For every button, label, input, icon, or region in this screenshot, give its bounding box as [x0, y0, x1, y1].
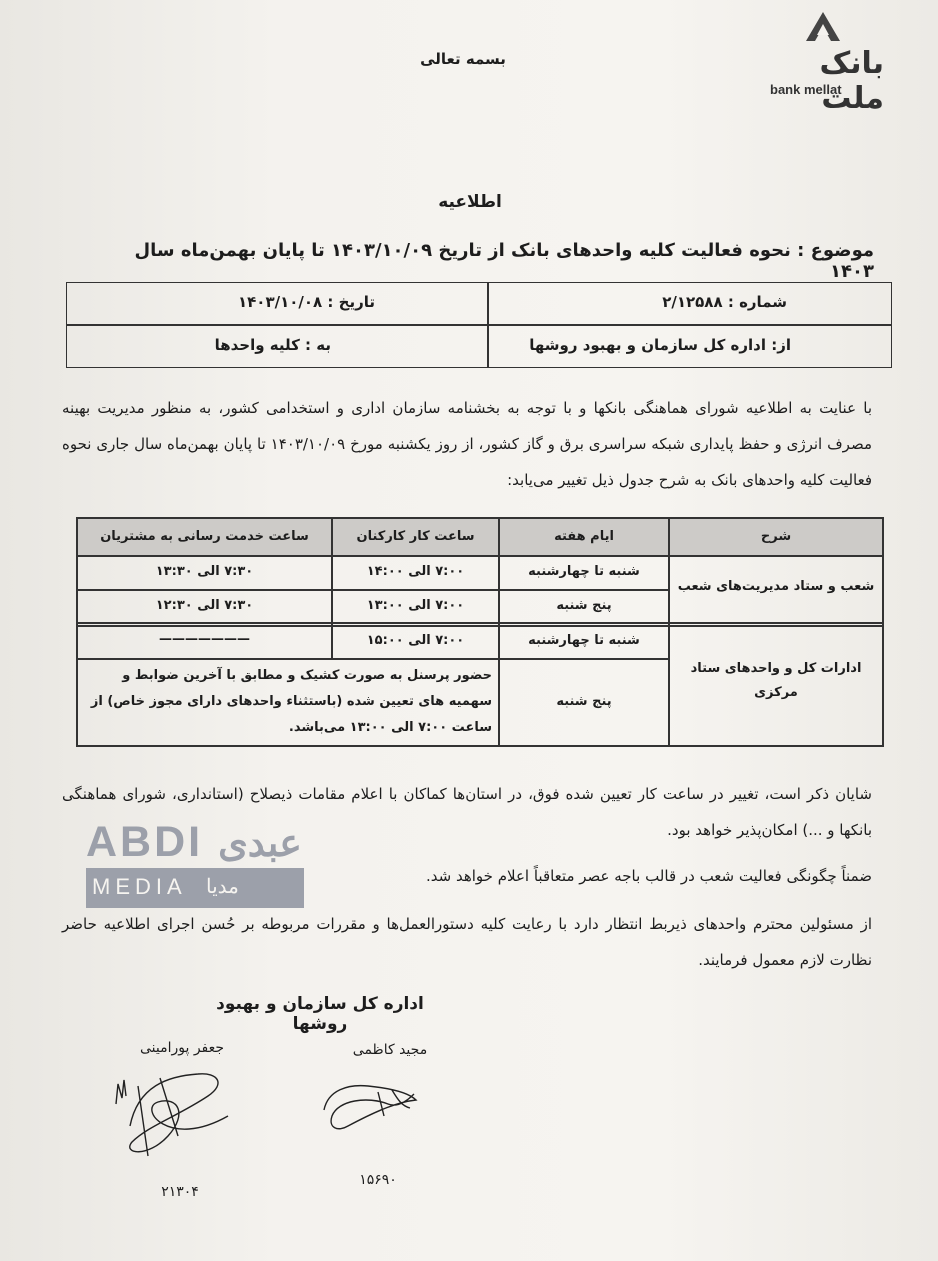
intro-paragraph: با عنایت به اطلاعیه شورای هماهنگی بانکها و با توجه به بخشنامه سازمان اداری و استخدامی کشور، به منظور مدیریت بهینه مصرف انرژی و حفظ پایداری شبکه سراسری برق و گاز کشور، از روز یکشنبه مورخ ۱۴۰۳/۱۰/۰۹ تا پایان بهمن‌ماه سال جاری نحوه فعالیت کلیه واحدهای بانک به شرح جدول ذیل تغییر می‌یابد: — [62, 399, 872, 489]
signature-right — [318, 1070, 428, 1140]
basmala: بسمه تعالی — [420, 50, 506, 68]
table-cell-days: شنبه تا چهارشنبه — [528, 564, 640, 579]
col-header-description: شرح — [760, 529, 792, 544]
central-thursday-note: حضور پرسنل به صورت کشیک و مطابق با آخرین ضوابط و سهمیه های تعیین شده (باستثناء واحدهای دارای مجوز خاص) از ساعت ۷:۰۰ الی ۱۳:۰۰ می‌باشد. — [90, 668, 492, 735]
col-header-staff-hours: ساعت کار کارکنان — [356, 529, 475, 544]
table-cell-days: پنج شنبه — [556, 598, 612, 613]
watermark-bottom-band — [86, 868, 304, 908]
signer-left-name: جعفر پورامینی — [139, 1040, 225, 1056]
watermark-latin-top: ABDI — [86, 818, 204, 866]
bank-name-fa: بانک ملت — [819, 46, 884, 116]
row-label-central: ادارات کل و واحدهای ستاد مرکزی — [690, 661, 862, 700]
table-cell-customer-hours: ——————— — [159, 632, 250, 647]
signer-right-code: ۱۵۶۹۰ — [359, 1172, 397, 1188]
letter-date: تاریخ : ۱۴۰۳/۱۰/۰۸ — [238, 293, 375, 311]
bank-logo — [752, 10, 892, 116]
table-cell-staff-hours: ۷:۰۰ الی ۱۵:۰۰ — [366, 633, 465, 648]
col-header-days: ایام هفته — [554, 529, 614, 544]
bank-mellat-emblem-icon — [802, 10, 844, 46]
paragraph-provincial-note: شایان ذکر است، تغییر در ساعت کار تعیین شده فوق، در استان‌ها کماکان با اعلام مقامات ذیصلاح (استانداری، شورای هماهنگی بانکها و ...) امکان‌پذیر خواهد بود. — [62, 785, 872, 839]
watermark-persian-top: عبدی — [218, 823, 302, 865]
table-cell-staff-hours: ۷:۰۰ الی ۱۳:۰۰ — [366, 598, 465, 613]
subject-line: موضوع : نحوه فعالیت کلیه واحدهای بانک از تاریخ ۱۴۰۳/۱۰/۰۹ تا پایان بهمن‌ماه سال ۱۴۰۳ — [134, 240, 874, 282]
notice-title: اطلاعیه — [438, 192, 502, 212]
signing-department: اداره کل سازمان و بهبود روشها — [216, 994, 424, 1034]
table-cell-days: شنبه تا چهارشنبه — [528, 633, 640, 648]
col-header-customer-hours: ساعت خدمت رسانی به مشتریان — [100, 529, 309, 544]
letter-to: به : کلیه واحدها — [214, 336, 331, 354]
letter-from: از: اداره کل سازمان و بهبود روشها — [529, 336, 791, 354]
paragraph-evening-counter: ضمناً چگونگی فعالیت شعب در قالب باجه عصر متعاقباً اعلام خواهد شد. — [426, 867, 872, 885]
table-cell-customer-hours: ۷:۳۰ الی ۱۳:۳۰ — [155, 564, 254, 579]
table-cell-customer-hours: ۷:۳۰ الی ۱۲:۳۰ — [155, 598, 254, 613]
schedule-table — [76, 517, 884, 747]
row-label-branches: شعب و ستاد مدیریت‌های شعب — [677, 579, 875, 594]
watermark-persian-bottom: مدیا — [206, 876, 239, 898]
bank-name-en: bank mellat — [770, 82, 842, 97]
abdi-media-watermark — [86, 818, 308, 914]
signer-right-name: مجید کاظمی — [352, 1042, 428, 1058]
letter-info-table — [66, 282, 892, 368]
signature-left — [108, 1066, 236, 1166]
signer-left-code: ۲۱۳۰۴ — [161, 1184, 199, 1200]
paragraph-supervision: از مسئولین محترم واحدهای ذیربط انتظار دارد با رعایت کلیه دستورالعمل‌ها و مقررات مربوطه بر حُسن اجرای اطلاعیه حاضر نظارت لازم معمول فرمایند. — [62, 915, 872, 969]
watermark-latin-bottom: MEDIA — [92, 874, 187, 899]
letter-number: شماره : ۲/۱۲۵۸۸ — [662, 293, 787, 311]
watermark-top — [86, 818, 308, 867]
table-cell-days: پنج شنبه — [556, 694, 612, 709]
table-cell-staff-hours: ۷:۰۰ الی ۱۴:۰۰ — [366, 564, 465, 579]
